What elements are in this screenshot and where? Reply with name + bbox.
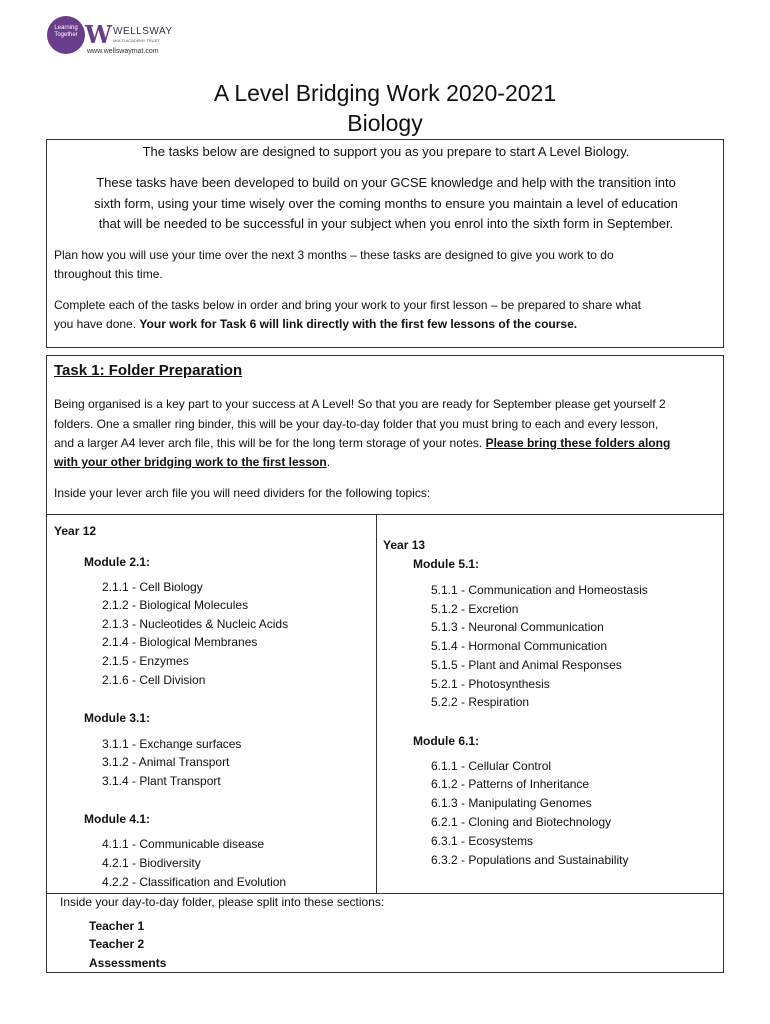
table-top-border	[47, 514, 723, 515]
folder-section-item: Teacher 1	[89, 919, 145, 933]
topic-item: 6.3.2 - Populations and Sustainability	[431, 853, 629, 867]
topic-item: 5.1.5 - Plant and Animal Responses	[431, 658, 622, 672]
task-1-dividers-intro: Inside your lever arch file you will need dividers for the following topics:	[54, 486, 431, 500]
topic-item: 3.1.1 - Exchange surfaces	[102, 737, 242, 751]
topic-item: 2.1.3 - Nucleotides & Nucleic Acids	[102, 617, 289, 631]
logo-subtitle: MULTI ACADEMY TRUST	[113, 38, 160, 43]
intro-paragraph-3-line: Plan how you will use your time over the next 3 months – these tasks are designed to give you work to do	[54, 248, 614, 262]
topic-item: 3.1.2 - Animal Transport	[102, 755, 230, 769]
module-label: Module 4.1:	[84, 812, 151, 826]
module-label: Module 3.1:	[84, 711, 151, 725]
topic-item: 5.1.2 - Excretion	[431, 602, 519, 616]
intro-paragraph-2-line: sixth form, using your time wisely over the coming months to ensure you maintain a level of education	[94, 196, 678, 211]
topic-item: 5.1.4 - Hormonal Communication	[431, 639, 608, 653]
year-12-label: Year 12	[54, 524, 97, 538]
topic-item: 2.1.6 - Cell Division	[102, 673, 206, 687]
task-1-paragraph-line: folders. One a smaller ring binder, this will be your day-to-day folder that you must bring to each and every lesson,	[54, 417, 659, 431]
folder-sections-intro: Inside your day-to-day folder, please split into these sections:	[60, 895, 385, 909]
topic-item: 6.2.1 - Cloning and Biotechnology	[431, 815, 612, 829]
year-13-label: Year 13	[383, 538, 426, 552]
topic-item: 6.1.1 - Cellular Control	[431, 759, 552, 773]
topic-item: 2.1.2 - Biological Molecules	[102, 598, 249, 612]
intro-paragraph-1: The tasks below are designed to support you as you prepare to start A Level Biology.	[142, 144, 630, 159]
topic-item: 6.1.3 - Manipulating Genomes	[431, 796, 592, 810]
logo-url: www.wellswaymat.com	[87, 48, 159, 55]
task-1-paragraph-line: with your other bridging work to the first lesson.	[54, 455, 331, 469]
intro-box	[46, 139, 724, 348]
topic-item: 4.1.1 - Communicable disease	[102, 837, 265, 851]
task-1-paragraph-line: and a larger A4 lever arch file, this will be for the long term storage of your notes. Please bring these folders along	[54, 436, 671, 450]
table-column-divider	[376, 514, 377, 893]
task-1-title: Task 1: Folder Preparation	[54, 362, 243, 379]
logo-w-mark-icon: W	[85, 20, 112, 49]
intro-paragraph-2-line: These tasks have been developed to build on your GCSE knowledge and help with the transition into	[96, 175, 676, 190]
intro-paragraph-2-line: that will be needed to be successful in your subject when you enrol into the sixth form in September.	[98, 216, 674, 231]
module-label: Module 5.1:	[413, 557, 480, 571]
topic-item: 2.1.1 - Cell Biology	[102, 580, 203, 594]
topic-item: 4.2.2 - Classification and Evolution	[102, 875, 287, 889]
task6-note: Your work for Task 6 will link directly with the first few lessons of the course.	[139, 317, 578, 331]
subject-title: Biology	[347, 110, 423, 136]
logo-circle-icon: Learning Together	[47, 16, 85, 54]
topic-item: 5.2.1 - Photosynthesis	[431, 677, 550, 691]
topic-item: 4.2.1 - Biodiversity	[102, 856, 201, 870]
intro-paragraph-3-line: throughout this time.	[54, 267, 163, 281]
logo-name: WELLSWAY	[113, 26, 173, 37]
topic-item: 2.1.5 - Enzymes	[102, 654, 189, 668]
task-1-paragraph-line: Being organised is a key part to your success at A Level! So that you are ready for September please get yourself 2	[54, 397, 666, 411]
topic-item: 5.1.1 - Communication and Homeostasis	[431, 583, 648, 597]
module-label: Module 6.1:	[413, 734, 480, 748]
topic-item: 5.1.3 - Neuronal Communication	[431, 620, 604, 634]
folder-section-item: Assessments	[89, 956, 167, 970]
topic-item: 3.1.4 - Plant Transport	[102, 774, 221, 788]
module-label: Module 2.1:	[84, 555, 151, 569]
folder-section-item: Teacher 2	[89, 937, 145, 951]
topic-item: 6.1.2 - Patterns of Inheritance	[431, 777, 590, 791]
intro-paragraph-4-line: Complete each of the tasks below in order and bring your work to your first lesson – be prepared to share what	[54, 298, 641, 312]
topic-item: 6.3.1 - Ecosystems	[431, 834, 534, 848]
document-title: A Level Bridging Work 2020-2021	[213, 80, 557, 106]
topic-item: 2.1.4 - Biological Membranes	[102, 635, 258, 649]
topic-item: 5.2.2 - Respiration	[431, 695, 530, 709]
wellsway-logo	[47, 16, 177, 60]
task-1-box	[46, 355, 724, 973]
intro-paragraph-4-line: you have done. Your work for Task 6 will link directly with the first few lessons of the course.	[54, 317, 578, 331]
